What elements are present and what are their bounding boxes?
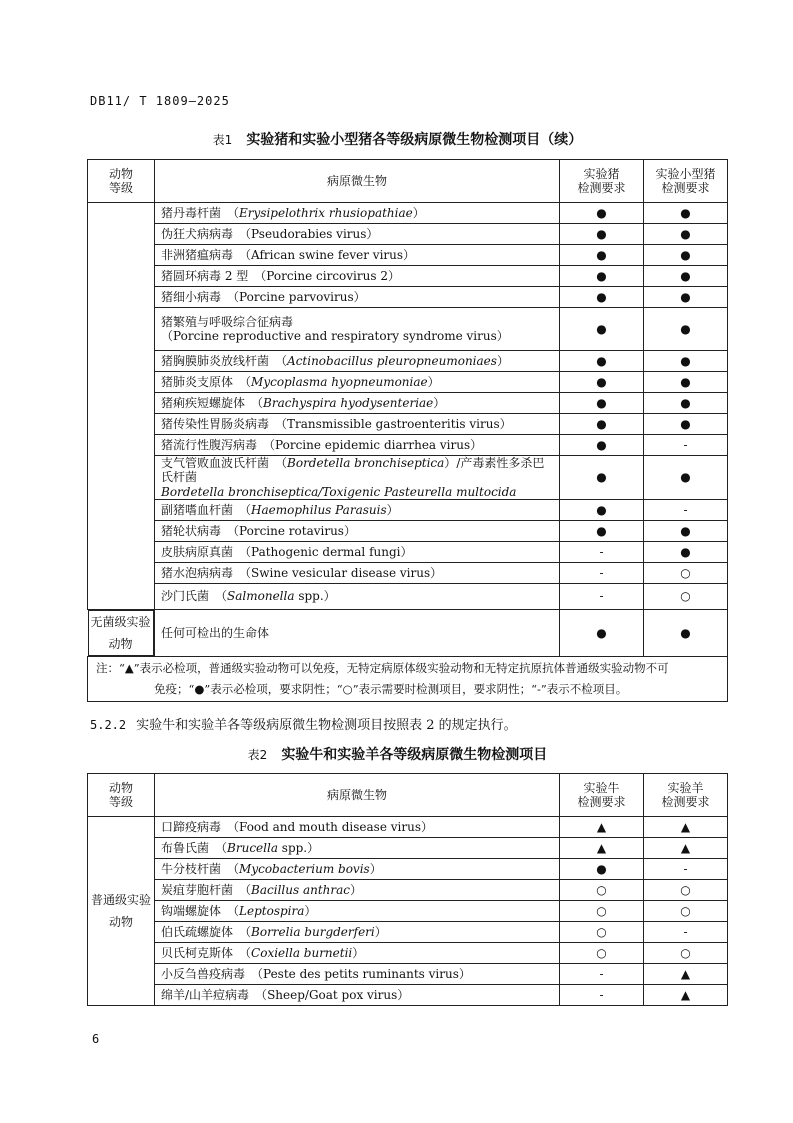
minipig-requirement-mark: ● (644, 393, 728, 414)
table1 (87, 159, 728, 702)
microbe-cell (155, 224, 560, 245)
microbe-latin-name: Food and mouth disease virus (239, 819, 421, 834)
microbe-cell (155, 266, 560, 287)
microbe-latin-name: Transmissible gastroenteritis virus (287, 416, 500, 431)
microbe-line: 钩端螺旋体 （Leptospira） (161, 903, 317, 918)
pig-requirement-mark: ● (560, 351, 644, 372)
germfree-row (88, 610, 728, 657)
pig-requirement-mark: - (560, 563, 644, 584)
minipig-requirement-mark: - (644, 500, 728, 521)
minipig-requirement-mark: ● (644, 351, 728, 372)
table-row (88, 859, 728, 880)
microbe-line: 猪传染性胃肠炎病毒 （Transmissible gastroenteritis virus） (161, 416, 512, 431)
note-line: 注：“▲”表示必检项，普通级实验动物可以免疫，无特定病原体级实验动物和无特定抗原抗体普通级实验动物不可 (96, 661, 669, 676)
clause-number: 5.2.2 (90, 718, 127, 732)
minipig-requirement-mark: ● (644, 203, 728, 224)
microbe-line: 副猪嗜血杆菌 （Haemophilus Parasuis） (161, 502, 399, 517)
sheep-requirement-mark: - (644, 859, 728, 880)
microbe-zh-name: 猪丹毒杆菌 (161, 205, 222, 220)
cattle-requirement-mark: ○ (560, 880, 644, 901)
sheep-requirement-mark: ▲ (644, 817, 728, 838)
pig-requirement-mark: ● (560, 308, 644, 351)
table-row (88, 500, 728, 521)
microbe-zh-name: 伯氏疏螺旋体 (161, 924, 234, 939)
microbe-cell (155, 542, 560, 563)
table-row (88, 563, 728, 584)
microbe-latin-name: Coxiella burnetii (251, 945, 353, 960)
microbe-latin-name: Haemophilus Parasuis (251, 502, 387, 517)
grade-cell (88, 817, 155, 1006)
microbe-cell (155, 308, 560, 351)
microbe-line: 绵羊/山羊痘病毒 （Sheep/Goat pox virus） (161, 987, 410, 1002)
table-row (88, 521, 728, 542)
page-number: 6 (92, 1032, 100, 1046)
microbe-line: 猪胸膜肺炎放线杆菌 （Actinobacillus pleuropneumoniaes） (161, 353, 509, 368)
microbe-line: 牛分枝杆菌 （Mycobacterium bovis） (161, 861, 382, 876)
microbe-line: 支气管败血波氏杆菌 （Bordetella bronchiseptica）/产毒素性多杀巴氏杆菌 (161, 456, 545, 485)
microbe-latin-name: Mycobacterium bovis (239, 861, 370, 876)
microbe-line: 口蹄疫病毒 （Food and mouth disease virus） (161, 819, 433, 834)
microbe-cell (155, 393, 560, 414)
microbe-line: 皮肤病原真菌 （Pathogenic dermal fungi） (161, 544, 413, 559)
microbe-cell (155, 859, 560, 880)
cattle-requirement-header: 实验牛 检测要求 (560, 774, 644, 817)
microbe-cell (155, 521, 560, 542)
microbe-line: 伪狂犬病病毒 （Pseudorabies virus） (161, 226, 379, 241)
microbe-zh-name: 沙门氏菌 (161, 589, 210, 604)
microbe-line: 布鲁氏菌 （Brucella spp.） (161, 840, 320, 855)
cattle-requirement-mark: ▲ (560, 838, 644, 859)
sheep-requirement-mark: ○ (644, 880, 728, 901)
microbe-latin-name: Swine vesicular disease virus (251, 565, 431, 580)
minipig-requirement-mark: ● (644, 287, 728, 308)
minipig-requirement-mark: ● (644, 521, 728, 542)
pig-requirement-mark: ● (560, 224, 644, 245)
table-row (88, 224, 728, 245)
table-row (88, 435, 728, 456)
table2-header-row (88, 774, 728, 817)
microbe-latin-name: Pseudorabies virus (251, 226, 367, 241)
microbe-zh-name: 皮肤病原真菌 (161, 544, 234, 559)
microbe-cell (155, 584, 560, 610)
microbe-cell (155, 880, 560, 901)
minipig-requirement-mark: ● (644, 266, 728, 287)
microbe-zh-name: 炭疽芽胞杆菌 (161, 882, 234, 897)
pig-requirement-mark: ● (560, 610, 644, 657)
table-row (88, 351, 728, 372)
table1-header-row (88, 160, 728, 203)
table-row (88, 901, 728, 922)
cattle-requirement-mark: ○ (560, 943, 644, 964)
table-row (88, 817, 728, 838)
minipig-requirement-mark: ● (644, 308, 728, 351)
pig-requirement-header: 实验猪 检测要求 (560, 160, 644, 203)
table-row (88, 584, 728, 610)
table-row (88, 943, 728, 964)
microbe-cell (155, 203, 560, 224)
microbe-cell (155, 943, 560, 964)
sheep-requirement-mark: ▲ (644, 964, 728, 985)
microbe-latin-name: Sheep/Goat pox virus (267, 987, 398, 1002)
microbe-zh-name: 钩端螺旋体 (161, 903, 222, 918)
microbe-zh-name: 小反刍兽疫病毒 (161, 966, 246, 981)
note-line: 免疫；“●”表示必检项，要求阴性；“○”表示需要时检测项目，要求阴性；“-”表示不检项目。 (154, 682, 628, 697)
note-row (88, 657, 728, 702)
microbe-cell (155, 901, 560, 922)
minipig-requirement-mark: ● (644, 456, 728, 500)
microbe-latin-name: Brachyspira hyodysenteriae (263, 395, 434, 410)
table-row (88, 203, 728, 224)
microbe-latin-suffix: spp. (294, 589, 324, 604)
table2-title: 实验牛和实验羊各等级病原微生物检测项目 (281, 747, 548, 763)
table2 (87, 773, 728, 1006)
microbe-zh-name: 猪传染性胃肠炎病毒 (161, 416, 270, 431)
microbe-latin-name: African swine fever virus (251, 247, 404, 262)
pig-requirement-mark: ● (560, 372, 644, 393)
minipig-requirement-mark: ● (644, 414, 728, 435)
microbe-zh-name: 猪痢疾短螺旋体 (161, 395, 246, 410)
microbe-line: 沙门氏菌 （Salmonella spp.） (161, 589, 336, 604)
microbe-zh-name: 绵羊/山羊痘病毒 (161, 987, 250, 1002)
microbe-latin-name: Borrelia burgderferi (251, 924, 375, 939)
grade-header: 动物 等级 (88, 774, 155, 817)
cattle-requirement-mark: - (560, 964, 644, 985)
microbe-zh-suffix: /产毒素性多杀巴氏杆菌 (161, 456, 545, 485)
minipig-requirement-mark: ● (644, 610, 728, 657)
minipig-requirement-mark: ● (644, 245, 728, 266)
document-code: DB11/ T 1809—2025 (90, 94, 230, 108)
pig-requirement-mark: ● (560, 393, 644, 414)
cattle-requirement-mark: ● (560, 859, 644, 880)
microbe-latin-name: Brucella (227, 840, 278, 855)
microbe-latin-name: Erysipelothrix rhusiopathiae (239, 205, 413, 220)
microbe-zh-name: 猪细小病毒 (161, 289, 222, 304)
microbe-zh-name: 伪狂犬病病毒 (161, 226, 234, 241)
microbe-cell: 任何可检出的生命体 (155, 610, 560, 657)
grade-cell: 无菌级实验动物 (88, 610, 154, 656)
cattle-requirement-mark: ▲ (560, 817, 644, 838)
microbe-latin-suffix: spp. (277, 840, 308, 855)
table-note (88, 657, 728, 702)
pig-requirement-mark: ● (560, 500, 644, 521)
microbe-latin-name: Porcine parvovirus (239, 289, 354, 304)
sheep-requirement-mark: ▲ (644, 985, 728, 1006)
microbe-line: 猪痢疾短螺旋体 （Brachyspira hyodysenteriae） (161, 395, 446, 410)
minipig-requirement-mark: - (644, 435, 728, 456)
microbe-zh-name: 非洲猪瘟病毒 (161, 247, 234, 262)
microbe-line: 猪轮状病毒 （Porcine rotavirus） (161, 523, 356, 538)
table-row (88, 372, 728, 393)
microbe-latin-name: Mycoplasma hyopneumoniae (251, 374, 428, 389)
microbe-line: 猪流行性腹泻病毒 （Porcine epidemic diarrhea virus） (161, 437, 483, 452)
microbe-cell (155, 435, 560, 456)
cattle-requirement-mark: - (560, 985, 644, 1006)
pig-requirement-mark: ● (560, 287, 644, 308)
minipig-requirement-mark: ● (644, 224, 728, 245)
minipig-requirement-mark: ○ (644, 563, 728, 584)
grade-cell (88, 203, 155, 610)
microbe-latin-name: Pathogenic dermal fungi (251, 544, 401, 559)
pig-requirement-mark: ● (560, 245, 644, 266)
table-row (88, 964, 728, 985)
microbe-latin-name: Leptospira (239, 903, 305, 918)
table-row (88, 542, 728, 563)
table-row (88, 880, 728, 901)
microbe-header: 病原微生物 (155, 160, 560, 203)
microbe-cell (155, 964, 560, 985)
microbe-zh-name: 副猪嗜血杆菌 (161, 502, 234, 517)
clause-5-2-2 (90, 714, 517, 733)
microbe-line: 炭疽芽胞杆菌 （Bacillus anthrac） (161, 882, 362, 897)
microbe-zh-name: 口蹄疫病毒 (161, 819, 222, 834)
minipig-requirement-header: 实验小型猪 检测要求 (644, 160, 728, 203)
pig-requirement-mark: ● (560, 435, 644, 456)
pig-requirement-mark: - (560, 584, 644, 610)
table-row (88, 287, 728, 308)
table2-label: 表2 (247, 748, 268, 762)
pig-requirement-mark: ● (560, 266, 644, 287)
minipig-requirement-mark: ○ (644, 584, 728, 610)
microbe-latin-name: Actinobacillus pleuropneumoniaes (287, 353, 497, 368)
microbe-cell (155, 922, 560, 943)
microbe-cell (155, 245, 560, 266)
microbe-latin-name: Bordetella bronchiseptica (287, 456, 445, 470)
microbe-line (161, 315, 293, 329)
table-row (88, 266, 728, 287)
microbe-zh-name: 支气管败血波氏杆菌 (161, 456, 270, 470)
table2-caption (0, 744, 793, 764)
table1-caption (0, 129, 793, 149)
microbe-cell (155, 287, 560, 308)
microbe-line: 贝氏柯克斯体 （Coxiella burnetii） (161, 945, 365, 960)
table-row (88, 245, 728, 266)
microbe-latin-name: Salmonella (227, 589, 295, 604)
microbe-cell (155, 351, 560, 372)
microbe-zh-name: 布鲁氏菌 (161, 840, 210, 855)
microbe-latin-name: Porcine epidemic diarrhea virus (275, 437, 471, 452)
table-row (88, 308, 728, 351)
microbe-zh-name: 猪肺炎支原体 (161, 374, 234, 389)
microbe-line: 猪丹毒杆菌 （Erysipelothrix rhusiopathiae） (161, 205, 425, 220)
microbe-zh-name: 牛分枝杆菌 (161, 861, 222, 876)
microbe-zh-name: 贝氏柯克斯体 (161, 945, 234, 960)
cattle-requirement-mark: ○ (560, 922, 644, 943)
microbe-latin-line: （Porcine reproductive and respiratory syndrome virus） (161, 329, 509, 343)
pig-requirement-mark: ● (560, 414, 644, 435)
microbe-line: 猪细小病毒 （Porcine parvovirus） (161, 289, 366, 304)
cattle-requirement-mark: ○ (560, 901, 644, 922)
microbe-line: 猪圆环病毒 2 型 （Porcine circovirus 2） (161, 268, 400, 283)
microbe-zh-name: 猪轮状病毒 (161, 523, 222, 538)
pig-requirement-mark: - (560, 542, 644, 563)
microbe-cell (155, 838, 560, 859)
grade-header: 动物 等级 (88, 160, 155, 203)
table1-title: 实验猪和实验小型猪各等级病原微生物检测项目（续） (246, 132, 583, 148)
microbe-zh-name: 猪水泡病病毒 (161, 565, 234, 580)
pig-requirement-mark: ● (560, 203, 644, 224)
microbe-latin-name: Bacillus anthrac (251, 882, 350, 897)
sheep-requirement-mark: ▲ (644, 838, 728, 859)
sheep-requirement-mark: ○ (644, 943, 728, 964)
sheep-requirement-mark: ○ (644, 901, 728, 922)
microbe-cell (155, 372, 560, 393)
microbe-zh-name: 猪胸膜肺炎放线杆菌 (161, 353, 270, 368)
microbe-cell (155, 985, 560, 1006)
microbe-line: 非洲猪瘟病毒 （African swine fever virus） (161, 247, 416, 262)
microbe-zh-name: 猪圆环病毒 2 型 (161, 268, 249, 283)
table-row (88, 414, 728, 435)
table-row (88, 922, 728, 943)
microbe-line: 猪肺炎支原体 （Mycoplasma hyopneumoniae） (161, 374, 440, 389)
sheep-requirement-header: 实验羊 检测要求 (644, 774, 728, 817)
microbe-latin-line: Bordetella bronchiseptica/Toxigenic Pasteurella multocida (161, 484, 517, 499)
minipig-requirement-mark: ● (644, 372, 728, 393)
table-row (88, 838, 728, 859)
microbe-latin-name: Porcine circovirus 2 (266, 268, 388, 283)
microbe-latin-name: Peste des petits ruminants virus (263, 966, 459, 981)
clause-text: 实验牛和实验羊各等级病原微生物检测项目按照表 2 的规定执行。 (136, 718, 517, 733)
microbe-latin-name: Porcine rotavirus (239, 523, 344, 538)
pig-requirement-mark: ● (560, 521, 644, 542)
table-row (88, 393, 728, 414)
microbe-cell (155, 414, 560, 435)
minipig-requirement-mark: ● (644, 542, 728, 563)
microbe-cell (155, 456, 560, 500)
grade-label: 普通级实验动物 (91, 893, 152, 929)
microbe-line: 小反刍兽疫病毒 （Peste des petits ruminants virus） (161, 966, 471, 981)
microbe-line: 猪水泡病病毒 （Swine vesicular disease virus） (161, 565, 443, 580)
microbe-cell (155, 500, 560, 521)
microbe-cell (155, 817, 560, 838)
microbe-latin-name: Porcine reproductive and respiratory syndrome virus (173, 329, 497, 343)
pig-requirement-mark: ● (560, 456, 644, 500)
microbe-header: 病原微生物 (155, 774, 560, 817)
microbe-zh-name: 猪繁殖与呼吸综合征病毒 (161, 314, 294, 329)
sheep-requirement-mark: - (644, 922, 728, 943)
microbe-zh-name: 猪流行性腹泻病毒 (161, 437, 258, 452)
microbe-line: 伯氏疏螺旋体 （Borrelia burgderferi） (161, 924, 387, 939)
microbe-cell (155, 563, 560, 584)
table-row (88, 456, 728, 500)
table1-label: 表1 (212, 133, 233, 147)
table-row (88, 985, 728, 1006)
